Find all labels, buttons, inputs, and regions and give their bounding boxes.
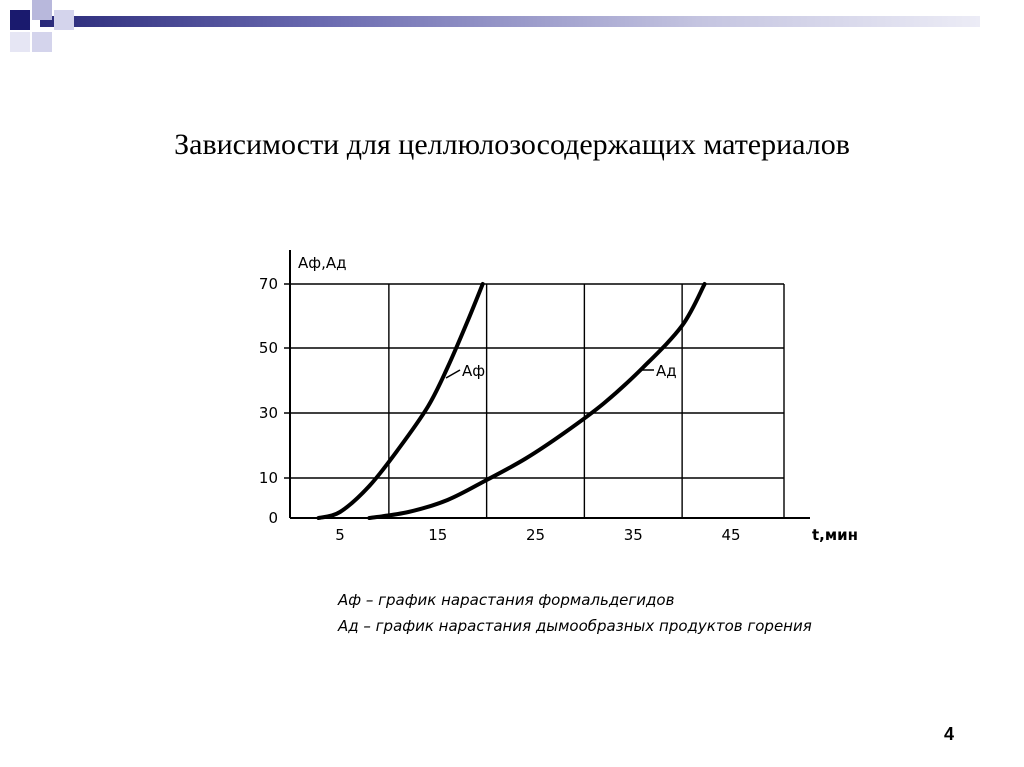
x-tick-label: 25 bbox=[525, 526, 546, 544]
chart-axis-labels bbox=[298, 254, 858, 544]
series-label-af: Аф bbox=[462, 362, 486, 380]
y-tick-label: 70 bbox=[258, 275, 278, 293]
x-tick-label: 15 bbox=[428, 526, 448, 544]
y-tick-label: 50 bbox=[258, 339, 278, 357]
chart-legend bbox=[337, 591, 812, 635]
x-tick-label: 5 bbox=[335, 526, 345, 544]
series-line-af bbox=[318, 284, 482, 518]
chart-curves bbox=[318, 284, 704, 518]
slide-title: Зависимости для целлюлозосодержащих материалов bbox=[174, 128, 850, 161]
x-axis-label: t,мин bbox=[812, 526, 859, 544]
series-line-ad bbox=[369, 284, 704, 518]
series-label-leader bbox=[446, 370, 460, 378]
x-tick-label: 45 bbox=[721, 526, 741, 544]
y-tick-label: 30 bbox=[258, 404, 278, 422]
x-tick-label: 35 bbox=[623, 526, 643, 544]
y-tick-label: 10 bbox=[258, 469, 278, 487]
y-tick-label: 0 bbox=[268, 509, 278, 527]
series-label-ad: Ад bbox=[656, 362, 677, 380]
legend-entry-af: Аф – график нарастания формальдегидов bbox=[338, 591, 675, 609]
y-axis-label: Аф,Ад bbox=[298, 254, 347, 272]
page-number: 4 bbox=[944, 724, 955, 744]
chart-grid bbox=[259, 250, 810, 544]
legend-entry-ad: Ад – график нарастания дымообразных продуктов горения bbox=[338, 617, 812, 635]
